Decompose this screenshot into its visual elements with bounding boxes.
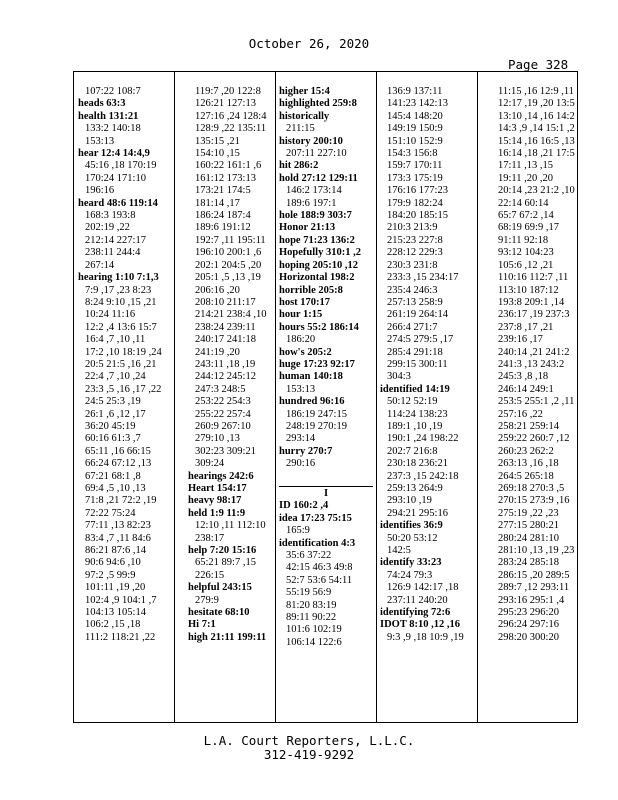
index-entry-refs: 50:20 53:12 xyxy=(387,532,438,544)
index-entry-refs: 160:22 161:1 ,6 xyxy=(195,160,262,172)
index-column-3 xyxy=(279,86,373,722)
index-entry-refs: 65:21 89:7 ,15 xyxy=(195,557,256,569)
index-entry-refs: 14:3 ,9 ,14 15:1 ,2 xyxy=(498,123,575,135)
index-entry-term: history 200:10 xyxy=(279,135,343,147)
index-entry-refs: 74:24 79:3 xyxy=(387,569,433,581)
index-entry-refs: 67:21 68:1 ,8 xyxy=(85,470,141,482)
index-entry-refs: 215:23 227:8 xyxy=(387,234,443,246)
column-divider xyxy=(275,72,276,722)
index-entry-refs: 135:15 ,21 xyxy=(195,135,240,147)
index-entry-refs: 189:6 191:12 xyxy=(195,222,251,234)
index-entry-refs: 69:4 ,5 ,10 ,13 xyxy=(85,483,146,494)
blank-line xyxy=(279,471,373,483)
index-entry-refs: 10:24 11:16 xyxy=(85,309,136,321)
index-entry-term: identified 14:19 xyxy=(380,383,450,395)
index-entry-refs: 210:3 213:9 xyxy=(387,222,438,234)
index-entry-term: identify 33:23 xyxy=(380,557,442,569)
index-frame xyxy=(73,71,578,723)
index-entry-term: hundred 96:16 xyxy=(279,396,345,408)
index-entry-refs: 202:19 ,22 xyxy=(85,222,130,234)
index-entry-refs: 113:10 187:12 xyxy=(498,284,559,296)
index-entry-refs: 230:18 236:21 xyxy=(387,458,448,470)
index-entry-refs: 86:21 87:6 ,14 xyxy=(85,545,146,557)
index-entry-refs: 285:4 291:18 xyxy=(387,346,443,358)
index-entry-refs: 151:10 152:9 xyxy=(387,135,443,147)
index-entry-refs: 22:4 ,7 ,10 ,24 xyxy=(85,371,146,383)
index-entry-refs: 16:4 ,7 ,10 ,11 xyxy=(85,334,146,346)
index-entry-refs: 19:11 ,20 ,20 xyxy=(498,172,554,184)
index-entry-refs: 293:10 ,19 xyxy=(387,495,432,507)
index-entry-refs: 136:9 137:11 xyxy=(387,86,443,97)
index-entry-refs: 212:14 227:17 xyxy=(85,234,146,246)
index-entry-refs: 142:5 xyxy=(387,545,411,557)
index-entry-term: hear 12:4 14:4,9 xyxy=(78,148,150,160)
index-entry-refs: 12:17 ,19 ,20 13:5 xyxy=(498,98,575,110)
index-entry-refs: 7:9 ,17 ,23 8:23 xyxy=(85,284,152,296)
index-entry-refs: 248:19 270:19 xyxy=(286,420,347,432)
index-entry-refs: 243:11 ,18 ,19 xyxy=(195,358,256,370)
index-entry-refs: 257:13 258:9 xyxy=(387,296,443,308)
index-entry-term: Heart 154:17 xyxy=(188,483,247,494)
index-entry-refs: 176:16 177:23 xyxy=(387,185,448,197)
index-entry-refs: 266:4 271:7 xyxy=(387,321,438,333)
index-entry-refs: 294:21 295:16 xyxy=(387,507,448,519)
index-entry-refs: 119:7 ,20 122:8 xyxy=(195,86,261,97)
index-entry-refs: 267:14 xyxy=(85,259,115,271)
index-entry-term: hope 71:23 136:2 xyxy=(279,234,355,246)
index-entry-refs: 241:19 ,20 xyxy=(195,346,240,358)
index-entry-refs: 237:11 240:20 xyxy=(387,594,448,606)
index-entry-refs: 238:11 244:4 xyxy=(85,247,141,259)
index-entry-refs: 90:6 94:6 ,10 xyxy=(85,557,141,569)
index-entry-refs: 11:15 ,16 12:9 ,11 xyxy=(498,86,574,97)
index-entry-refs: 71:8 ,21 72:2 ,19 xyxy=(85,495,157,507)
page-number: Page 328 xyxy=(508,57,569,72)
index-entry-refs: 230:3 231:8 xyxy=(387,259,438,271)
index-entry-refs: 233:3 ,15 234:17 xyxy=(387,272,459,284)
index-entry-refs: 279:10 ,13 xyxy=(195,433,240,445)
index-entry-refs: 280:24 281:10 xyxy=(498,532,559,544)
index-entry-term: heard 48:6 119:14 xyxy=(78,197,158,209)
index-entry-refs: 186:20 xyxy=(286,334,316,346)
index-entry-refs: 128:9 ,22 135:11 xyxy=(195,123,267,135)
index-entry-refs: 36:20 45:19 xyxy=(85,420,136,432)
index-entry-refs: 244:12 245:12 xyxy=(195,371,256,383)
index-entry-refs: 133:2 140:18 xyxy=(85,123,141,135)
index-entry-refs: 65:11 ,16 66:15 xyxy=(85,445,151,457)
index-entry-refs: 114:24 138:23 xyxy=(387,408,448,420)
index-entry-refs: 214:21 238:4 ,10 xyxy=(195,309,267,321)
index-entry-refs: 126:9 142:17 ,18 xyxy=(387,582,459,594)
index-entry-refs: 184:20 185:15 xyxy=(387,210,448,222)
index-entry-refs: 91:11 92:18 xyxy=(498,234,549,246)
index-entry-refs: 101:6 102:19 xyxy=(286,624,342,636)
index-entry-refs: 259:13 264:9 xyxy=(387,483,443,494)
index-entry-refs: 60:16 61:3 ,7 xyxy=(85,433,141,445)
index-entry-refs: 240:17 241:18 xyxy=(195,334,256,346)
index-entry-refs: 261:19 264:14 xyxy=(387,309,448,321)
index-entry-refs: 246:14 249:1 xyxy=(498,383,554,395)
index-entry-refs: 97:2 ,5 99:9 xyxy=(85,569,136,581)
index-entry-term: Horizontal 198:2 xyxy=(279,272,355,284)
index-entry-refs: 258:21 259:14 xyxy=(498,420,559,432)
index-entry-term: heads 63:3 xyxy=(78,98,126,110)
index-entry-term: IDOT 8:10 ,12 ,16 xyxy=(380,619,461,631)
index-entry-refs: 228:12 229:3 xyxy=(387,247,443,259)
index-entry-refs: 260:9 267:10 xyxy=(195,420,251,432)
index-entry-refs: 296:24 297:16 xyxy=(498,619,559,631)
index-entry-term: held 1:9 11:9 xyxy=(188,507,246,519)
index-entry-refs: 45:16 ,18 170:19 xyxy=(85,160,157,172)
index-entry-refs: 101:11 ,19 ,20 xyxy=(85,582,146,594)
index-entry-refs: 270:15 273:9 ,16 xyxy=(498,495,570,507)
index-entry-refs: 192:7 ,11 195:11 xyxy=(195,234,266,246)
index-entry-refs: 127:16 ,24 128:4 xyxy=(195,110,267,122)
index-entry-refs: 72:22 75:24 xyxy=(85,507,136,519)
index-entry-refs: 65:7 67:2 ,14 xyxy=(498,210,554,222)
index-entry-term: ID 160:2 ,4 xyxy=(279,500,329,512)
index-entry-refs: 259:22 260:7 ,12 xyxy=(498,433,570,445)
index-entry-refs: 179:9 182:24 xyxy=(387,197,443,209)
index-entry-refs: 52:7 53:6 54:11 xyxy=(286,574,353,586)
index-entry-refs: 22:14 60:14 xyxy=(498,197,549,209)
index-entry-refs: 186:24 187:4 xyxy=(195,210,251,222)
index-entry-refs: 35:6 37:22 xyxy=(286,550,332,562)
reporter-phone: 312-419-9292 xyxy=(263,747,355,762)
index-entry-refs: 196:10 200:1 ,6 xyxy=(195,247,262,259)
index-entry-refs: 238:24 239:11 xyxy=(195,321,256,333)
index-entry-refs: 260:23 262:2 xyxy=(498,445,554,457)
index-entry-term: Hi 7:1 xyxy=(188,619,216,631)
index-entry-refs: 274:5 279:5 ,17 xyxy=(387,334,454,346)
reporter-company: L.A. Court Reporters, L.L.C. xyxy=(203,733,415,748)
index-entry-term: identifies 36:9 xyxy=(380,520,443,532)
index-entry-refs: 286:15 ,20 289:5 xyxy=(498,569,570,581)
index-entry-refs: 202:1 204:5 ,20 xyxy=(195,259,262,271)
index-entry-refs: 23:3 ,5 ,16 ,17 ,22 xyxy=(85,383,162,395)
index-entry-term: identification 4:3 xyxy=(279,537,356,549)
index-entry-term: huge 17:23 92:17 xyxy=(279,358,355,370)
index-entry-term: high 21:11 199:11 xyxy=(188,631,267,643)
section-letter: I xyxy=(279,486,373,500)
index-entry-refs: 235:4 246:3 xyxy=(387,284,438,296)
index-entry-refs: 189:6 197:1 xyxy=(286,197,337,209)
index-entry-refs: 12:2 ,4 13:6 15:7 xyxy=(85,321,157,333)
index-entry-refs: 237:8 ,17 ,21 xyxy=(498,321,554,333)
index-entry-refs: 106:14 122:6 xyxy=(286,636,342,648)
index-entry-refs: 8:24 9:10 ,15 ,21 xyxy=(85,296,157,308)
index-entry-refs: 16:14 ,18 ,21 17:5 xyxy=(498,148,575,160)
index-column-5 xyxy=(491,86,577,722)
index-entry-refs: 105:6 ,12 ,21 xyxy=(498,259,554,271)
index-entry-refs: 202:7 216:8 xyxy=(387,445,438,457)
index-entry-refs: 17:11 ,13 ,15 xyxy=(498,160,554,172)
index-entry-refs: 281:10 ,13 ,19 ,23 xyxy=(498,545,575,557)
index-column-2 xyxy=(188,86,280,722)
index-entry-refs: 170:24 171:10 xyxy=(85,172,146,184)
hearing-date: October 26, 2020 xyxy=(248,36,370,51)
index-entry-term: hours 55:2 186:14 xyxy=(279,321,359,333)
index-entry-term: Hopefully 310:1 ,2 xyxy=(279,247,361,259)
index-entry-refs: 89:11 90:22 xyxy=(286,612,337,624)
index-entry-refs: 293:16 295:1 ,4 xyxy=(498,594,565,606)
index-entry-refs: 111:2 118:21 ,22 xyxy=(85,631,156,643)
index-entry-refs: 20:14 ,23 21:2 ,10 xyxy=(498,185,575,197)
index-entry-term: hearing 1:10 7:1,3 xyxy=(78,272,159,284)
index-entry-refs: 257:16 ,22 xyxy=(498,408,543,420)
index-entry-refs: 239:16 ,17 xyxy=(498,334,543,346)
index-entry-refs: 279:9 xyxy=(195,594,219,606)
index-entry-refs: 77:11 ,13 82:23 xyxy=(85,520,151,532)
index-entry-term: hold 27:12 129:11 xyxy=(279,172,358,184)
index-entry-refs: 295:23 296:20 xyxy=(498,607,559,619)
index-entry-refs: 283:24 285:18 xyxy=(498,557,559,569)
index-entry-refs: 211:15 xyxy=(286,123,315,135)
index-entry-refs: 26:1 ,6 ,12 ,17 xyxy=(85,408,146,420)
index-entry-refs: 165:9 xyxy=(286,525,310,537)
index-entry-refs: 24:5 25:3 ,19 xyxy=(85,396,141,408)
index-entry-term: helpful 243:15 xyxy=(188,582,252,594)
index-entry-refs: 154:10 ,15 xyxy=(195,148,240,160)
index-entry-refs: 12:10 ,11 112:10 xyxy=(195,520,266,532)
index-entry-refs: 275:19 ,22 ,23 xyxy=(498,507,559,519)
index-entry-refs: 149:19 150:9 xyxy=(387,123,443,135)
index-entry-refs: 107:22 108:7 xyxy=(85,86,141,97)
index-entry-refs: 207:11 227:10 xyxy=(286,148,347,160)
column-divider xyxy=(477,72,478,722)
index-entry-refs: 66:24 67:12 ,13 xyxy=(85,458,152,470)
index-entry-refs: 173:3 175:19 xyxy=(387,172,443,184)
index-entry-term: health 131:21 xyxy=(78,110,139,122)
index-entry-refs: 190:1 ,24 198:22 xyxy=(387,433,459,445)
index-entry-term: hour 1:15 xyxy=(279,309,323,321)
index-entry-refs: 255:22 257:4 xyxy=(195,408,251,420)
index-entry-refs: 42:15 46:3 49:8 xyxy=(286,562,353,574)
index-entry-term: hit 286:2 xyxy=(279,160,319,172)
index-entry-refs: 81:20 83:19 xyxy=(286,599,337,611)
index-entry-term: highlighted 259:8 xyxy=(279,98,357,110)
index-entry-refs: 264:5 265:18 xyxy=(498,470,554,482)
index-entry-refs: 186:19 247:15 xyxy=(286,408,347,420)
index-entry-refs: 181:14 ,17 xyxy=(195,197,240,209)
index-entry-refs: 154:3 156:8 xyxy=(387,148,438,160)
index-entry-refs: 189:1 ,10 ,19 xyxy=(387,420,443,432)
column-divider xyxy=(376,72,377,722)
index-entry-refs: 253:22 254:3 xyxy=(195,396,251,408)
index-entry-refs: 304:3 xyxy=(387,371,411,383)
index-entry-term: help 7:20 15:16 xyxy=(188,545,257,557)
index-entry-refs: 104:13 105:14 xyxy=(85,607,146,619)
index-entry-refs: 146:2 173:14 xyxy=(286,185,342,197)
index-entry-refs: 102:4 ,9 104:1 ,7 xyxy=(85,594,157,606)
index-entry-refs: 20:5 21:5 ,16 ,21 xyxy=(85,358,157,370)
index-entry-refs: 299:15 300:11 xyxy=(387,358,448,370)
index-entry-refs: 277:15 280:21 xyxy=(498,520,559,532)
index-entry-refs: 245:3 ,8 ,18 xyxy=(498,371,549,383)
index-entry-refs: 145:4 148:20 xyxy=(387,110,443,122)
index-entry-refs: 168:3 193:8 xyxy=(85,210,136,222)
index-entry-term: identifying 72:6 xyxy=(380,607,451,619)
index-entry-refs: 237:3 ,15 242:18 xyxy=(387,470,459,482)
index-entry-term: hearings 242:6 xyxy=(188,470,254,482)
index-entry-refs: 208:10 211:17 xyxy=(195,296,256,308)
index-entry-term: hole 188:9 303:7 xyxy=(279,210,352,222)
index-entry-refs: 293:14 xyxy=(286,433,316,445)
index-entry-refs: 302:23 309:21 xyxy=(195,445,256,457)
index-entry-refs: 206:16 ,20 xyxy=(195,284,240,296)
column-divider xyxy=(174,72,175,722)
index-entry-refs: 269:18 270:3 ,5 xyxy=(498,483,565,494)
index-column-4 xyxy=(380,86,476,722)
index-entry-term: hurry 270:7 xyxy=(279,445,333,457)
index-entry-refs: 159:7 170:11 xyxy=(387,160,443,172)
index-entry-term: idea 17:23 75:15 xyxy=(279,512,352,524)
index-entry-refs: 93:12 104:23 xyxy=(498,247,554,259)
index-entry-refs: 241:3 ,13 243:2 xyxy=(498,358,565,370)
index-entry-refs: 238:17 xyxy=(195,532,225,544)
index-entry-term: human 140:18 xyxy=(279,371,343,383)
index-entry-refs: 193:8 209:1 ,14 xyxy=(498,296,565,308)
index-entry-refs: 290:16 xyxy=(286,458,316,470)
index-entry-refs: 68:19 69:9 ,17 xyxy=(498,222,559,234)
index-entry-refs: 298:20 300:20 xyxy=(498,631,559,643)
index-entry-refs: 126:21 127:13 xyxy=(195,98,256,110)
index-entry-refs: 236:17 ,19 237:3 xyxy=(498,309,570,321)
index-entry-refs: 253:5 255:1 ,2 ,11 xyxy=(498,396,575,408)
index-entry-refs: 83:4 ,7 ,11 84:6 xyxy=(85,532,151,544)
index-entry-refs: 196:16 xyxy=(85,185,115,197)
index-entry-term: horrible 205:8 xyxy=(279,284,343,296)
index-entry-refs: 153:13 xyxy=(85,135,115,147)
index-entry-refs: 17:2 ,10 18:19 ,24 xyxy=(85,346,162,358)
index-entry-term: hesitate 68:10 xyxy=(188,607,250,619)
index-entry-refs: 9:3 ,9 ,18 10:9 ,19 xyxy=(387,631,464,643)
index-entry-refs: 141:23 142:13 xyxy=(387,98,448,110)
index-entry-term: heavy 98:17 xyxy=(188,495,242,507)
index-entry-term: higher 15:4 xyxy=(279,86,330,97)
index-entry-term: Honor 21:13 xyxy=(279,222,336,234)
index-entry-refs: 173:21 174:5 xyxy=(195,185,251,197)
index-entry-term: host 170:17 xyxy=(279,296,331,308)
index-entry-refs: 240:14 ,21 241:2 xyxy=(498,346,570,358)
index-entry-refs: 110:16 112:7 ,11 xyxy=(498,272,569,284)
index-entry-refs: 15:14 ,16 16:5 ,13 xyxy=(498,135,575,147)
index-entry-refs: 289:7 ,12 293:11 xyxy=(498,582,570,594)
index-entry-refs: 50:12 52:19 xyxy=(387,396,438,408)
index-entry-refs: 309:24 xyxy=(195,458,225,470)
index-entry-refs: 153:13 xyxy=(286,383,316,395)
index-entry-refs: 55:19 56:9 xyxy=(286,587,332,599)
index-entry-refs: 106:2 ,15 ,18 xyxy=(85,619,141,631)
index-entry-refs: 263:13 ,16 ,18 xyxy=(498,458,559,470)
index-column-1 xyxy=(78,86,170,722)
index-entry-refs: 226:15 xyxy=(195,569,225,581)
index-entry-term: hoping 205:10 ,12 xyxy=(279,259,359,271)
index-entry-term: historically xyxy=(279,110,330,122)
index-entry-refs: 13:10 ,14 ,16 14:2 xyxy=(498,110,575,122)
index-entry-term: how's 205:2 xyxy=(279,346,332,358)
index-entry-refs: 161:12 173:13 xyxy=(195,172,256,184)
index-entry-refs: 205:1 ,5 ,13 ,19 xyxy=(195,272,261,284)
index-entry-refs: 247:3 248:5 xyxy=(195,383,246,395)
